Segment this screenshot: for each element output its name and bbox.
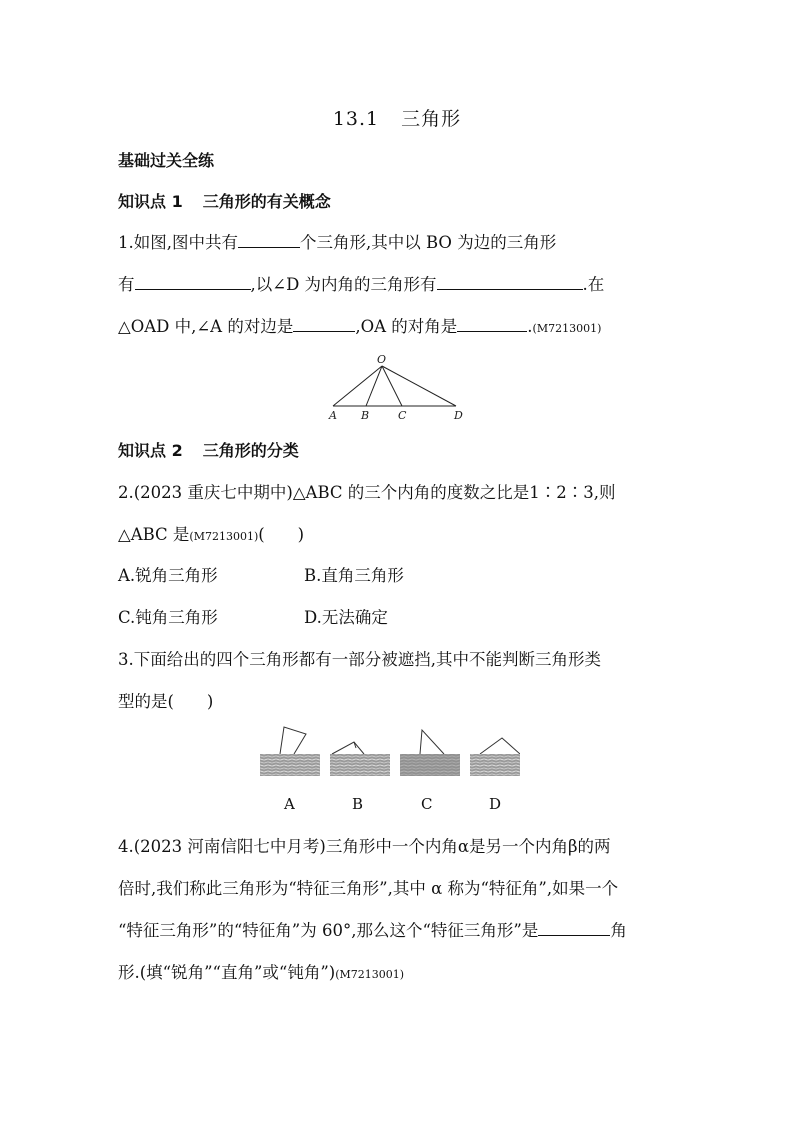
q4-text-3a: “特征三角形”的“特征角”为 60°,那么这个“特征三角形”是 (118, 921, 539, 940)
q4-blank-answer[interactable] (538, 920, 610, 936)
section-number: 13.1 (332, 108, 380, 130)
q2-option-b[interactable]: B.直角三角形 (304, 566, 404, 585)
section-title: 三角形 (401, 108, 462, 130)
q2-line-2 (118, 524, 304, 548)
knowledge-point-1 (118, 191, 331, 213)
q1-text-3c: . (527, 317, 533, 336)
q1-blank-opposite-side[interactable] (293, 316, 355, 332)
q1-line-3 (118, 316, 601, 340)
q1-line-2 (118, 274, 604, 296)
q4-text-4a: 形.(填“锐角”“直角”或“钝角”) (118, 963, 336, 982)
segment-OA (333, 366, 382, 406)
q4-line-2: 倍时,我们称此三角形为“特征三角形”,其中 α 称为“特征角”,如果一个 (118, 879, 619, 898)
q1-line-1 (118, 232, 556, 254)
segment-OC (382, 366, 402, 406)
q1-blank-count[interactable] (238, 232, 300, 248)
label-C: C (398, 409, 407, 422)
q1-blank-d-triangles[interactable] (437, 274, 583, 290)
kp1-label: 知识点 1 (118, 192, 183, 211)
section-heading: 基础过关全练 (118, 151, 215, 170)
segment-OD (382, 366, 456, 406)
q1-text-1b: 个三角形,其中以 BO 为边的三角形 (300, 233, 557, 252)
q3-label-a: A (284, 795, 295, 813)
q3-line-1: 3.下面给出的四个三角形都有一部分被遮挡,其中不能判断三角形类 (118, 650, 601, 669)
page-title (0, 104, 794, 131)
triangle-option-d[interactable] (470, 738, 520, 776)
q4-line-1: 4.(2023 河南信阳七中月考)三角形中一个内角α是另一个内角β的两 (118, 837, 611, 856)
q3-occluded-triangles-figure (258, 722, 520, 780)
q1-text-1a: 1.如图,图中共有 (118, 233, 238, 252)
q1-text-2a: 有 (118, 275, 135, 294)
q2-option-c[interactable]: C.钝角三角形 (118, 608, 218, 627)
label-O: O (377, 353, 387, 366)
kp2-label: 知识点 2 (118, 441, 183, 460)
kp2-text: 三角形的分类 (202, 441, 299, 460)
q1-text-3a: △OAD 中,∠A 的对边是 (118, 317, 294, 336)
q1-triangle-figure (320, 352, 470, 424)
q2-code: (M7213001) (189, 530, 259, 543)
q3-label-c: C (421, 795, 433, 813)
q1-text-2c: .在 (582, 275, 605, 294)
kp1-text: 三角形的有关概念 (202, 192, 331, 211)
knowledge-point-2 (118, 440, 299, 462)
q1-text-2b: ,以∠D 为内角的三角形有 (250, 275, 437, 294)
q1-code: (M7213001) (532, 322, 602, 335)
q1-blank-opposite-angle[interactable] (457, 316, 527, 332)
triangle-option-a[interactable] (260, 727, 320, 776)
q2-option-d[interactable]: D.无法确定 (304, 608, 388, 627)
q3-line-2: 型的是( ) (118, 692, 214, 711)
q1-text-3b: ,OA 的对角是 (355, 317, 458, 336)
q4-code: (M7213001) (335, 968, 405, 981)
q2-option-a[interactable]: A.锐角三角形 (118, 566, 218, 585)
q1-blank-bo-triangles[interactable] (135, 274, 251, 290)
q3-label-b: B (352, 795, 364, 813)
q2-line-1: 2.(2023 重庆七中期中)△ABC 的三个内角的度数之比是1∶2∶3,则 (118, 483, 616, 502)
q4-line-3 (118, 920, 627, 942)
q4-text-3b: 角 (610, 921, 627, 940)
q4-line-4 (118, 962, 404, 986)
label-A: A (329, 409, 337, 422)
q3-label-d: D (489, 795, 502, 813)
label-B: B (361, 409, 370, 422)
q2-text-2a: △ABC 是 (118, 525, 190, 544)
q2-answer-parens: ( ) (258, 525, 305, 544)
triangle-option-c[interactable] (400, 730, 460, 776)
label-D: D (454, 409, 463, 422)
triangle-option-b[interactable] (330, 742, 390, 776)
